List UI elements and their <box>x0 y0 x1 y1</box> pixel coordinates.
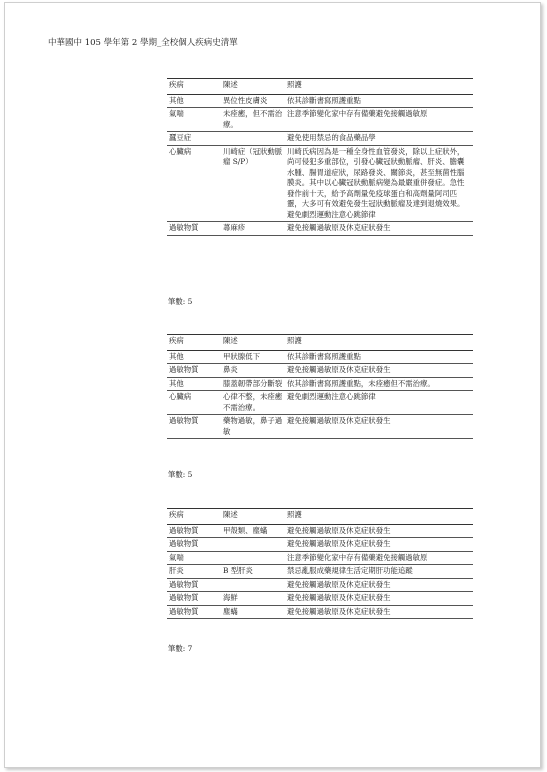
cell-care: 避免接觸過敏原及休克症狀發生 <box>285 605 473 619</box>
table-row <box>167 377 473 391</box>
record-count: 筆數: 5 <box>168 297 193 306</box>
table-row <box>167 605 473 619</box>
table-row <box>167 524 473 538</box>
column-header: 照護 <box>285 335 473 351</box>
column-header: 陳述 <box>221 79 285 95</box>
cell-disease: 心臟病 <box>167 145 221 222</box>
cell-disease: 過敏物質 <box>167 538 221 552</box>
cell-statement: 藥物過敏，鼻子過敏 <box>221 415 285 439</box>
table-row <box>167 364 473 378</box>
table-row <box>167 94 473 108</box>
column-header: 疾病 <box>167 335 221 351</box>
table-row <box>167 132 473 146</box>
cell-care: 避免接觸過敏原及休克症狀發生 <box>285 222 473 236</box>
table-row <box>167 145 473 222</box>
cell-statement: 異位性皮膚炎 <box>221 94 285 108</box>
cell-statement <box>221 538 285 552</box>
cell-care: 避免接觸過敏原及休克症狀發生 <box>285 524 473 538</box>
cell-disease: 其他 <box>167 94 221 108</box>
cell-disease: 其他 <box>167 377 221 391</box>
table-row <box>167 592 473 606</box>
cell-care: 避免使用禁忌的食品藥品學 <box>285 132 473 146</box>
table-header-row <box>167 79 473 95</box>
table-row <box>167 578 473 592</box>
table-row <box>167 391 473 415</box>
table-header-row <box>167 335 473 351</box>
cell-statement: 川崎症（冠狀動脈瘤 S/P） <box>221 145 285 222</box>
cell-care: 依其診斷書寫照護重點 <box>285 94 473 108</box>
page-title: 中華國中 105 學年第 2 學期_全校個人疾病史清單 <box>48 38 238 48</box>
cell-statement: 蕁麻疹 <box>221 222 285 236</box>
cell-statement: 海鮮 <box>221 592 285 606</box>
cell-disease: 過敏物質 <box>167 605 221 619</box>
cell-statement: 甲狀腺低下 <box>221 350 285 364</box>
column-header: 疾病 <box>167 79 221 95</box>
cell-disease: 過敏物質 <box>167 222 221 236</box>
cell-disease: 氣喘 <box>167 551 221 565</box>
table-row <box>167 108 473 132</box>
cell-statement <box>221 132 285 146</box>
table-row <box>167 551 473 565</box>
column-header: 陳述 <box>221 335 285 351</box>
cell-care: 避免接觸過敏原及休克症狀發生 <box>285 578 473 592</box>
cell-statement: B 型肝炎 <box>221 565 285 579</box>
cell-disease: 過敏物質 <box>167 524 221 538</box>
cell-disease: 過敏物質 <box>167 415 221 439</box>
disease-table <box>167 334 473 439</box>
cell-care: 注意季節變化家中存有備藥避免接觸過敏原 <box>285 108 473 132</box>
cell-care: 避免接觸過敏原及休克症狀發生 <box>285 364 473 378</box>
cell-care: 避免接觸過敏原及休克症狀發生 <box>285 415 473 439</box>
table-row <box>167 538 473 552</box>
cell-care: 避免接觸過敏原及休克症狀發生 <box>285 592 473 606</box>
cell-statement: 心律不整，未痊癒不需治療。 <box>221 391 285 415</box>
cell-disease: 蠶豆症 <box>167 132 221 146</box>
table-header-row <box>167 509 473 525</box>
column-header: 疾病 <box>167 509 221 525</box>
disease-table <box>167 508 473 619</box>
table-row <box>167 222 473 236</box>
cell-care: 依其診斷書寫照護重點 <box>285 350 473 364</box>
cell-statement: 未痊癒，但不需治療。 <box>221 108 285 132</box>
table-row <box>167 415 473 439</box>
column-header: 陳述 <box>221 509 285 525</box>
cell-disease: 過敏物質 <box>167 592 221 606</box>
cell-statement <box>221 551 285 565</box>
cell-care: 避免接觸過敏原及休克症狀發生 <box>285 538 473 552</box>
cell-statement: 塵蟎 <box>221 605 285 619</box>
cell-statement <box>221 578 285 592</box>
record-count: 筆數: 7 <box>168 644 193 653</box>
cell-disease: 氣喘 <box>167 108 221 132</box>
column-header: 照護 <box>285 79 473 95</box>
table-row <box>167 350 473 364</box>
record-count: 筆數: 5 <box>168 470 193 479</box>
column-header: 照護 <box>285 509 473 525</box>
cell-care: 川崎氏病因為是一種全身性血管發炎，除以上症狀外，尚可侵犯多重部位，引發心臟冠狀動脈瘤、肝炎、膽囊水腫、腸胃道症狀，尿路發炎、關節炎，甚至無菌性腦膜炎。其中以心臟冠狀動脈病變為最嚴重併發症。急性發作前十天，給予高劑量免疫球蛋白和高劑量阿司匹靈，大多可有效避免發生冠狀動脈瘤及達到退燒效果。避免劇烈運動注意心跳節律 <box>285 145 473 222</box>
cell-statement: 膝蓋韌帶部分斷裂 <box>221 377 285 391</box>
cell-disease: 肝炎 <box>167 565 221 579</box>
cell-care: 避免劇烈運動注意心跳節律 <box>285 391 473 415</box>
disease-table <box>167 78 473 236</box>
cell-disease: 其他 <box>167 350 221 364</box>
cell-care: 注意季節變化家中存有備藥避免接觸過敏原 <box>285 551 473 565</box>
cell-statement: 鼻炎 <box>221 364 285 378</box>
cell-care: 禁忌亂服成藥規律生活定期肝功能追蹤 <box>285 565 473 579</box>
cell-care: 依其診斷書寫照護重點，未痊癒但不需治療。 <box>285 377 473 391</box>
cell-disease: 過敏物質 <box>167 364 221 378</box>
cell-disease: 過敏物質 <box>167 578 221 592</box>
table-row <box>167 565 473 579</box>
cell-statement: 甲殼類、塵蟎 <box>221 524 285 538</box>
cell-disease: 心臟病 <box>167 391 221 415</box>
